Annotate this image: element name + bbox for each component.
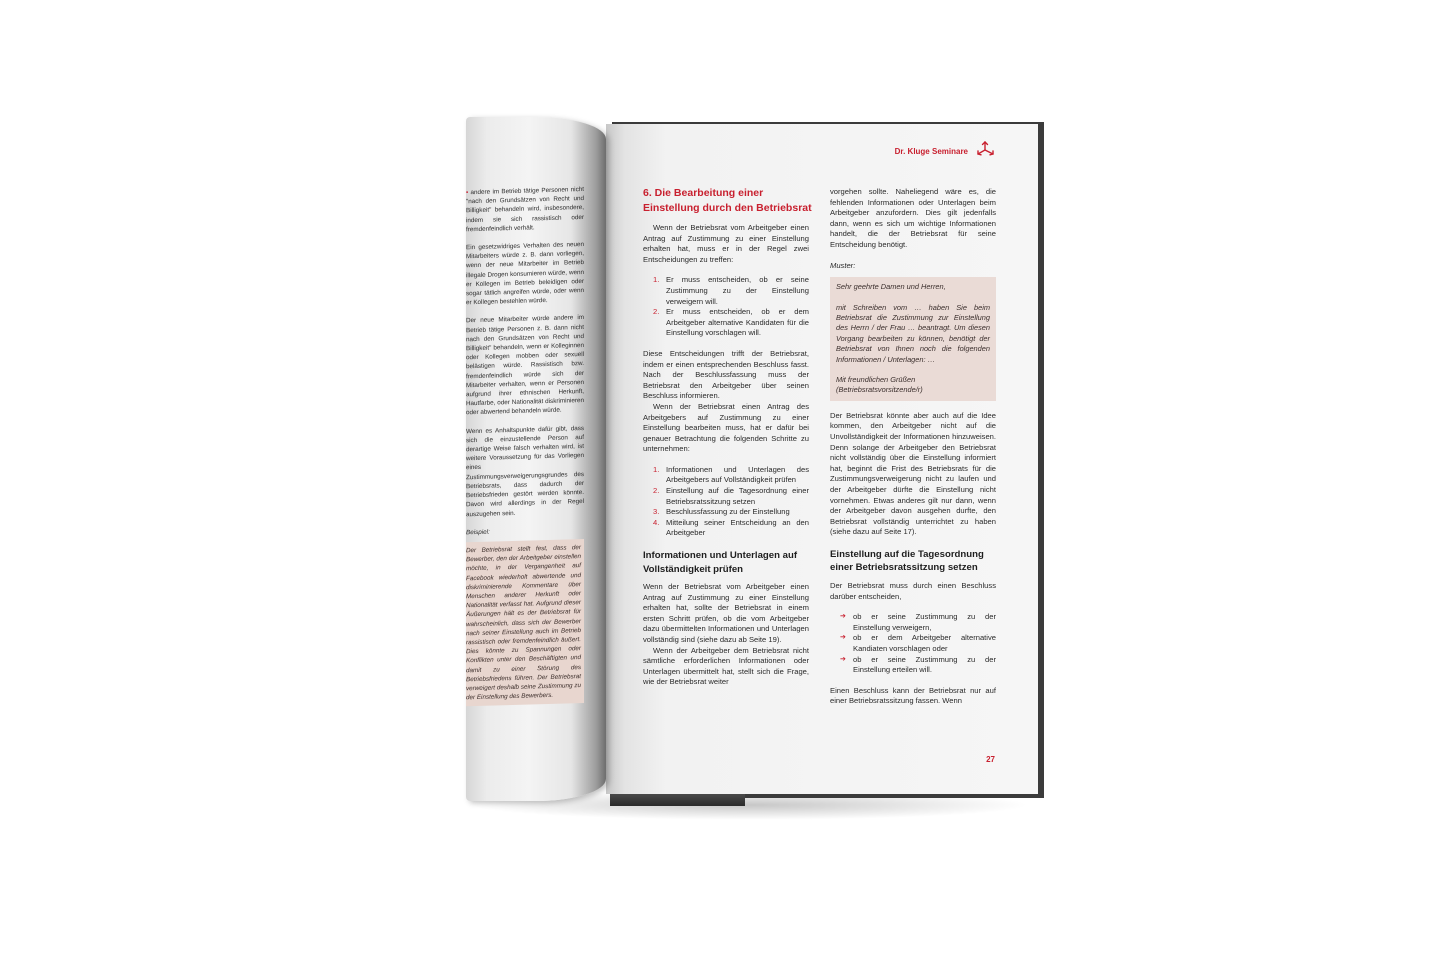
list-number: 2.: [653, 307, 660, 317]
list-number: 4.: [653, 517, 660, 527]
body-paragraph: Ein gesetzwidriges Verhalten des neuen Mitarbeiters würde z. B. dann vorliegen, wenn der neue Mitarbeiter im Betrieb illegale Drogen konsumieren würde, wenn er Kollegen im Betrieb beleidigen oder sogar tätlich angreifen würde, oder wenn er Kollegen bestehlen würde.: [466, 241, 584, 307]
body-paragraph: Einen Beschluss kann der Betriebsrat nur auf einer Betriebsratssitzung fassen. Wenn: [830, 685, 996, 706]
list-item: [643, 486, 809, 507]
list-text: Er muss entscheiden, ob er dem Arbeitgeber alternative Kandidaten für die Einstellung vorschlagen will.: [666, 307, 809, 338]
list-text: ob er seine Zustimmung zu der Einstellung verweigern,: [853, 612, 996, 632]
list-item: [643, 507, 809, 518]
body-paragraph: Wenn es Anhaltspunkte dafür gibt, dass sich die einzustellende Person auf derartige Weise falsch verhalten wird, ist weitere Voraussetzung für das Vorliegen eines Zustimmungsverweigerungsgrundes des Betriebsrats, dass dadurch der Betriebsfrieden gestört werden könnte. Davon wird allerdings in der Regel auszugehen sein.: [466, 424, 584, 518]
right-page: [606, 124, 1038, 794]
section-heading: Informationen und Unterlagen auf Vollständigkeit prüfen: [643, 550, 798, 575]
body-paragraph: vorgehen sollte. Naheliegend wäre es, die fehlenden Informationen oder Unterlagen beim Arbeitgeber anzufordern. Dies gilt jedenfalls dann, wenn es sich um wichtige Informationen handelt, die der Betriebsrat für seine Entscheidung benötigt.: [830, 187, 996, 249]
chapter-title: [643, 186, 813, 216]
closing-text: Mit freundlichen Grüßen: [836, 375, 916, 384]
list-number: 1.: [653, 275, 660, 285]
list-number: 2.: [653, 486, 660, 496]
bullet-text: andere im Betrieb tätige Personen nicht "nach den Grundsätzen von Recht und Billigkeit" behandeln wird, insbesondere, indem sie sich rassistisch oder fremdenfeindlich verhält.: [466, 186, 584, 234]
page-number: 27: [986, 755, 995, 764]
bullet-icon: •: [466, 189, 471, 197]
example-label: Beispiel:: [466, 528, 490, 536]
body-paragraph: Der Betriebsrat muss durch einen Beschluss darüber entscheiden,: [830, 580, 996, 601]
signature-text: (Betriebsratsvorsitzende/r): [836, 385, 923, 395]
arrow-icon: ➔: [840, 655, 846, 663]
brand-logo-icon: [974, 139, 996, 161]
list-item: [643, 518, 809, 539]
body-paragraph: Der Betriebsrat könnte aber auch auf die Idee kommen, den Arbeitgeber nicht auf die Unvollständigkeit der Informationen hinzuweisen. Denn solange der Arbeitgeber den Betriebsrat nicht vollständig über die Einstellung informiert hat, beginnt die Frist des Betriebsrats für die Zustimmungsverweigerung nicht zu laufen und der Arbeitgeber dürfte die Einstellung nicht vornehmen. Etwas anderes gilt nur dann, wenn der Arbeitgeber davon ausgehen durfte, den Betriebsrat vollständig unterrichtet zu haben (siehe dazu auf Seite 17).: [830, 410, 996, 537]
left-column: [643, 223, 809, 698]
intro-paragraph: Wenn der Betriebsrat vom Arbeitgeber einen Antrag auf Zustimmung zu einer Einstellung erhalten hat, muss er in der Regel zwei Entscheidungen zu treffen:: [643, 223, 809, 264]
list-text: Beschlussfassung zu der Einstellung: [666, 507, 790, 517]
bullet-paragraph: [466, 185, 584, 234]
letter-greeting: Sehr geehrte Damen und Herren,: [836, 282, 946, 292]
body-paragraph: Diese Entscheidungen trifft der Betriebsrat, indem er einen entsprechenden Beschluss fasst. Nach der Beschlussfassung muss der Betriebsrat den Arbeitgeber über seinen Beschluss informieren.: [643, 348, 809, 401]
left-page-text: [466, 185, 584, 707]
list-text: Einstellung auf die Tagesordnung einer Betriebsratssitzung setzen: [666, 486, 809, 506]
letter-closing: [836, 375, 990, 396]
list-item: [830, 612, 996, 633]
list-item: [830, 655, 996, 676]
arrow-icon: ➔: [840, 634, 846, 642]
letter-body: mit Schreiben vom … haben Sie beim Betriebsrat die Zustimmung zur Einstellung des Herrn / der Frau … beantragt. Um diesen Vorgang bearbeiten zu können, benötigt der Betriebsrat von Ihnen noch die folgenden Informationen / Unterlagen: …: [836, 302, 990, 364]
list-text: Mitteilung seiner Entscheidung an den Arbeitgeber: [666, 517, 809, 538]
list-number: 1.: [653, 464, 660, 474]
list-item: [643, 275, 809, 307]
list-text: Informationen und Unterlagen des Arbeitgebers auf Vollständigkeit prüfen: [666, 464, 809, 485]
left-page: [466, 117, 606, 801]
example-letter-box: [830, 277, 996, 401]
example-box: Der Betriebsrat stellt fest, dass der Bewerber, den der Arbeitgeber einstellen möchte, in der Vergangenheit auf Facebook wiederholt abwertende und diskriminierende Kommentare über Menschen anderer Herkunft oder Nationalität verfasst hat. Aufgrund dieser Äußerungen hält es der Betriebsrat für wahrscheinlich, dass sich der Bewerber nach seiner Einstellung auch im Betrieb rassistisch oder fremdenfeindlich äußert. Dies könnte zu Spannungen oder Konflikten unter den Beschäftigten und damit zu einer Störung des Betriebsfriedens führen. Der Betriebsrat verweigert deshalb seine Zustimmung zu der Einstellung des Bewerbers.: [466, 539, 584, 707]
body-paragraph: Wenn der Betriebsrat vom Arbeitgeber einen Antrag auf Zustimmung zu einer Einstellung erhalten hat, sollte der Betriebsrat in einem ersten Schritt prüfen, ob die vom Arbeitgeber dazu übermittelten Informationen und Unterlagen vollständig sind (siehe dazu ab Seite 19).: [643, 582, 809, 644]
chapter-title-line1: 6. Die Bearbeitung einer: [643, 187, 764, 199]
list-text: Er muss entscheiden, ob er seine Zustimmung zu der Einstellung verweigern will.: [666, 275, 809, 306]
body-paragraph: Wenn der Betriebsrat einen Antrag des Arbeitgebers auf Zustimmung zu einer Einstellung bearbeiten muss, hat er dafür bei genauer Betrachtung die folgenden Schritte zu unternehmen:: [643, 401, 809, 454]
steps-list: [643, 465, 809, 539]
list-item: [643, 307, 809, 339]
right-column: [830, 187, 996, 717]
list-text: ob er seine Zustimmung zu der Einstellung erteilen will.: [853, 654, 996, 675]
brand-name: Dr. Kluge Seminare: [894, 147, 968, 156]
example-label: Muster:: [830, 260, 856, 270]
list-item: [643, 465, 809, 486]
arrow-icon: ➔: [840, 613, 846, 621]
body-paragraph: Wenn der Arbeitgeber dem Betriebsrat nicht sämtliche erforderlichen Informationen oder Unterlagen übermittelt hat, stellt sich die Frage, wie der Betriebsrat weiter: [643, 645, 809, 687]
options-list: [830, 612, 996, 676]
list-number: 3.: [653, 507, 660, 517]
decision-list: [643, 275, 809, 339]
list-text: ob er dem Arbeitgeber alternative Kandiaten vorschlagen oder: [853, 633, 996, 653]
section-heading: Einstellung auf die Tagesordnung einer Betriebsratssitzung setzen: [830, 548, 984, 574]
chapter-title-line2: Einstellung durch den Betriebsrat: [643, 202, 812, 214]
list-item: [830, 633, 996, 654]
body-paragraph: Der neue Mitarbeiter würde andere im Betrieb tätige Personen z. B. dann nicht nach den Grundsätzen von Recht und Billigkeit" behandeln, wenn er Kolleginnen oder Kollegen mobben oder sexuell belästigen würde. Rassistisch bzw. fremdenfeindlich würde sich der Mitarbeiter verhalten, wenn er Personen aufgrund ihrer ethnischen Herkunft, Hautfarbe, oder Nationalität diskriminieren oder abwertend behandeln würde.: [466, 314, 584, 417]
